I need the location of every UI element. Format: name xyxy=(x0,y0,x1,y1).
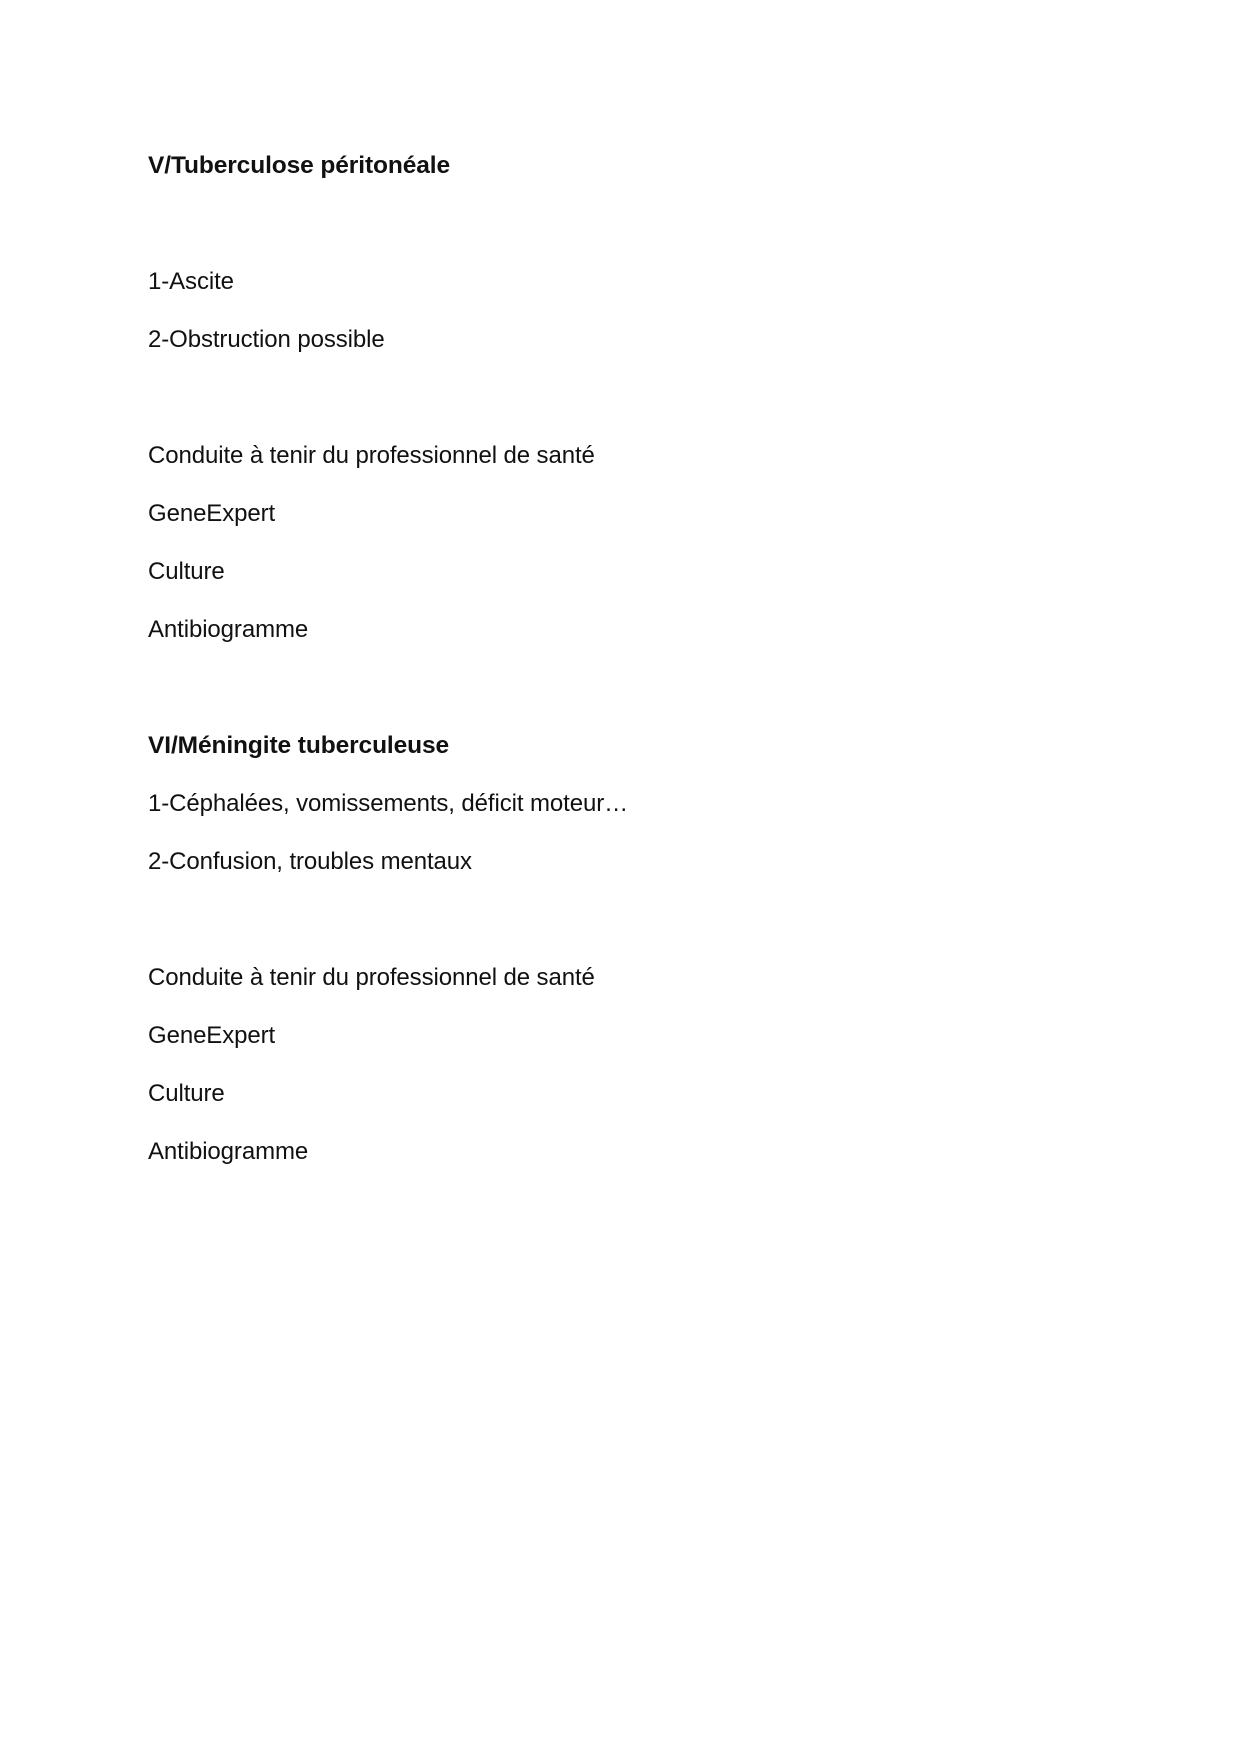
section-heading-tb-meningitis: VI/Méningite tuberculeuse xyxy=(148,732,450,759)
section-heading-peritoneal-tb: V/Tuberculose péritonéale xyxy=(148,152,451,179)
exam-item: Culture xyxy=(148,1080,225,1107)
exam-item: GeneExpert xyxy=(148,500,276,527)
exam-item: GeneExpert xyxy=(148,1022,276,1049)
exam-item: Culture xyxy=(148,558,225,585)
conduct-title: Conduite à tenir du professionnel de santé xyxy=(148,964,595,991)
symptom-item: 2-Confusion, troubles mentaux xyxy=(148,848,472,875)
conduct-title: Conduite à tenir du professionnel de santé xyxy=(148,442,595,469)
exam-item: Antibiogramme xyxy=(148,616,309,643)
symptom-item: 2-Obstruction possible xyxy=(148,326,385,353)
symptom-item: 1-Céphalées, vomissements, déficit moteur… xyxy=(148,790,628,817)
symptom-item: 1-Ascite xyxy=(148,268,234,295)
exam-item: Antibiogramme xyxy=(148,1138,309,1165)
